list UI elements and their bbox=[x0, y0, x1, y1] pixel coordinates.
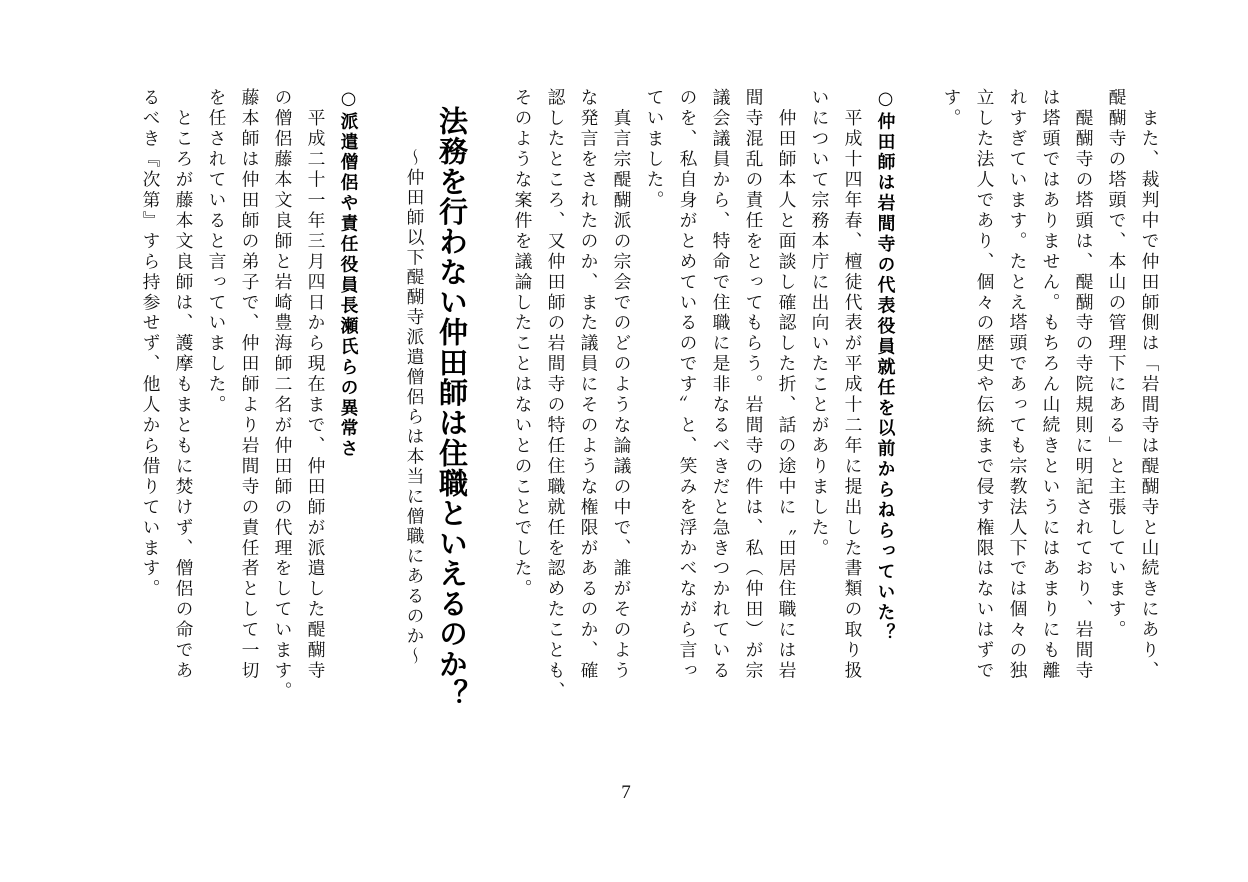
body-line: 仲田師本人と面談し確認した折、話の途中に〝田居住職には岩 bbox=[776, 88, 797, 682]
body-line: す。 bbox=[941, 88, 962, 129]
body-line: のを、私自身がとめているのです〟と、笑みを浮かべながら言っ bbox=[677, 88, 698, 682]
body-line: いについて宗務本庁に出向いたことがありました。 bbox=[809, 88, 830, 559]
paragraph-spacer bbox=[902, 88, 935, 788]
paragraph-spacer bbox=[365, 88, 398, 788]
body-line: の僧侶藤本文良師と岩崎豊海師二名が仲田師の代理をしています。 bbox=[272, 88, 293, 702]
body-line: 平成二十一年三月四日から現在まで、仲田師が派遣した醍醐寺 bbox=[305, 88, 326, 682]
page-number: 7 bbox=[621, 782, 631, 803]
body-line: 平成十四年春、檀徒代表が平成十二年に提出した書類の取り扱 bbox=[842, 88, 863, 682]
body-line: 真言宗醍醐派の宗会でのどのような論議の中で、誰がそのよう bbox=[611, 88, 632, 682]
body-line: な発言をされたのか、また議員にそのような権限があるのか、確 bbox=[578, 88, 599, 682]
body-line: れすぎています。たとえ塔頭であっても宗教法人下では個々の独 bbox=[1007, 88, 1028, 682]
section-heading-nakata-ambition: ○仲田師は岩間寺の代表役員就任を以前からねらっていた？ bbox=[875, 88, 896, 644]
body-line: るべき『次第』すら持参せず、他人から借りています。 bbox=[140, 88, 161, 600]
body-line: そのような案件を議論したことはないとのことでした。 bbox=[512, 88, 533, 600]
body-line: は塔頭ではありません。もちろん山続きというにはあまりにも離 bbox=[1040, 88, 1061, 682]
body-line: 藤本師は仲田師の弟子で、仲田師より岩間寺の責任者として一切 bbox=[239, 88, 260, 682]
body-line: また、裁判中で仲田師側は「岩間寺は醍醐寺と山続きにあり、 bbox=[1139, 88, 1160, 682]
body-line: 認したところ、又仲田師の岩間寺の特任住職就任を認めたことも、 bbox=[545, 88, 566, 702]
section-heading-dispatched-priests: ○派遣僧侶や責任役員長瀬氏らの異常さ bbox=[338, 88, 359, 460]
body-line: ていました。 bbox=[644, 88, 665, 211]
body-line: を任されていると言っていました。 bbox=[206, 88, 227, 416]
paragraph-spacer bbox=[473, 88, 506, 788]
vertical-text-block bbox=[134, 88, 1166, 788]
main-title: 法務を行わない仲田師は住職といえるのか？ bbox=[435, 106, 469, 710]
body-line: 醍醐寺の塔頭は、醍醐寺の寺院規則に明記されており、岩間寺 bbox=[1073, 88, 1094, 682]
body-line: 立した法人であり、個々の歴史や伝統まで侵す権限はないはずで bbox=[974, 88, 995, 682]
body-line: 間寺混乱の責任をとってもらう。岩間寺の件は、私（仲田）が宗 bbox=[743, 88, 764, 682]
subtitle: ～仲田師以下醍醐寺派遣僧侶らは本当に僧職にあるのか～ bbox=[404, 148, 425, 667]
body-line: 醍醐寺の塔頭で、本山の管理下にある」と主張しています。 bbox=[1106, 88, 1127, 641]
body-line: 議会議員から、特命で住職に是非なるべきだと急きつかれている bbox=[710, 88, 731, 682]
body-line: ところが藤本文良師は、護摩もまともに焚けず、僧侶の命であ bbox=[173, 88, 194, 682]
